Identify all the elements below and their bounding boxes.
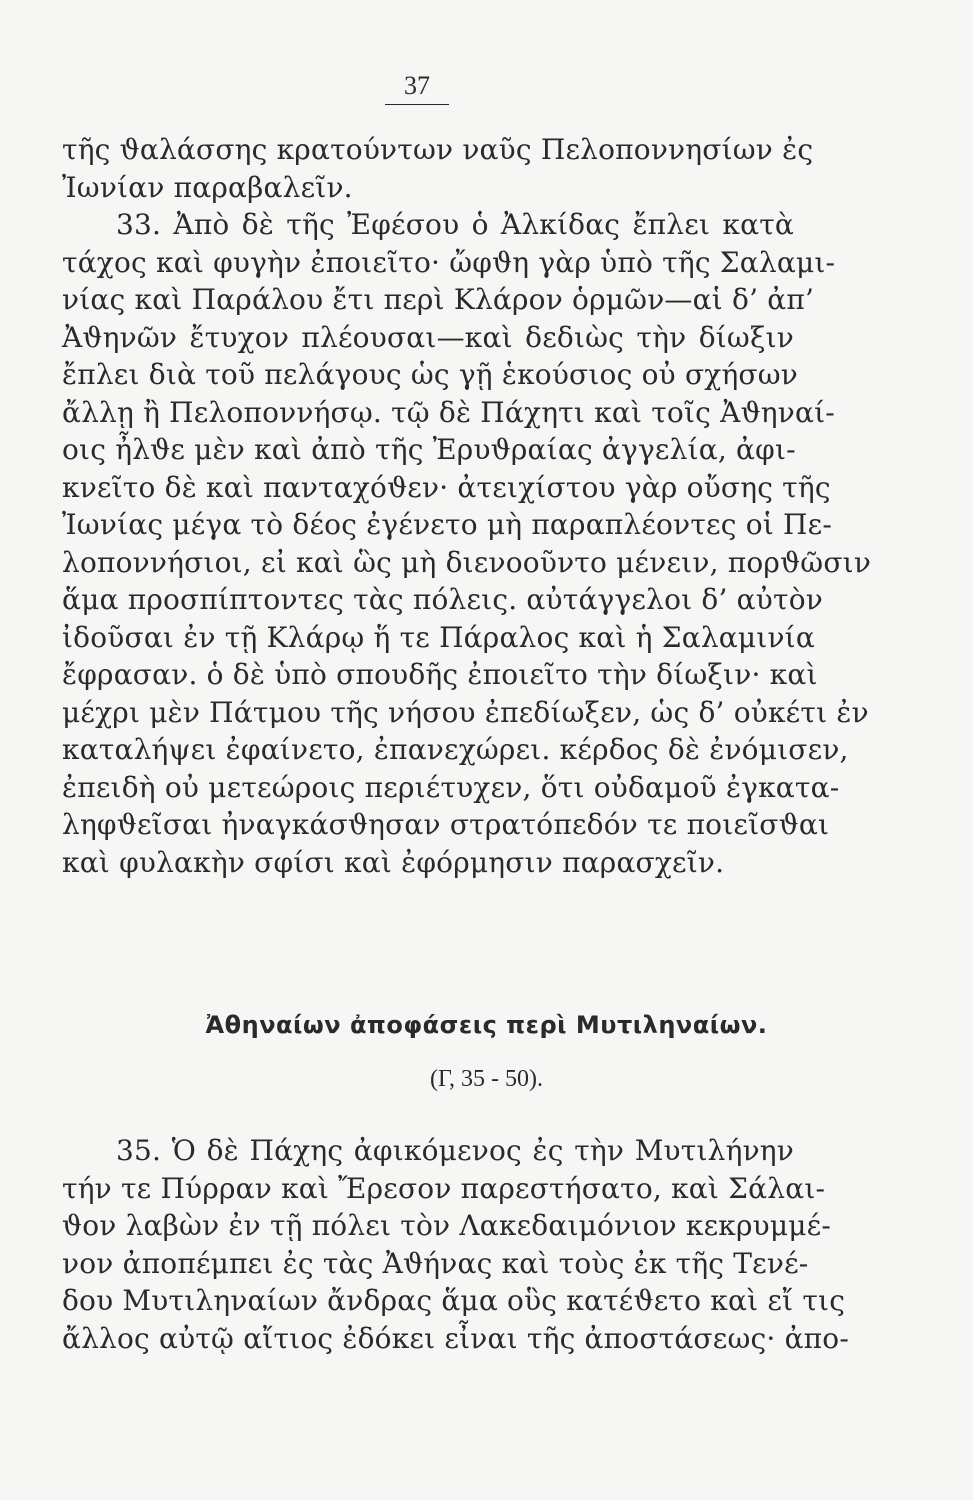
text-line: τήν τε Πύρραν καὶ Ἔρεσον παρεστήσατο, καὶ Σάλαι- bbox=[62, 1171, 826, 1205]
text-line: ϑον λαβὼν ἐν τῇ πόλει τὸν Λακεδαιμόνιον κεκρυμμέ- bbox=[62, 1209, 832, 1242]
text-line: ἔφρασαν. ὁ δὲ ὑπὸ σπουδῆς ἐποιεῖτο τὴν δίωξιν· καὶ bbox=[62, 658, 818, 691]
text-line: Ἰωνίαν παραβαλεῖν. bbox=[62, 170, 353, 204]
text-line: καταλήψει ἐφαίνετο, ἐπανεχώρει. κέρδος δὲ ἐνόμισεν, bbox=[62, 733, 849, 766]
text-line: ἔπλει διὰ τοῦ πελάγους ὡς γῇ ἑκούσιος οὐ σχήσων bbox=[62, 358, 798, 391]
text-line: ἐπειδὴ οὐ μετεώροις περιέτυχεν, ὅτι οὐδαμοῦ ἐγκατα- bbox=[62, 770, 840, 804]
paragraph-start-35: 35. Ὁ δὲ Πάχης ἀφικόμενος ἐς τὴν Μυτιλήνην bbox=[116, 1134, 794, 1167]
text-line: τῆς ϑαλάσσης κρατούντων ναῦς Πελοποννησίων ἐς bbox=[62, 133, 814, 166]
section-reference: (Γ, 35 - 50). bbox=[430, 1066, 543, 1092]
text-line: οις ἦλϑε μὲν καὶ ἀπὸ τῆς Ἐρυϑραίας ἀγγελία, ἀφι- bbox=[62, 433, 796, 466]
text-line: Ἰωνίας μέγα τὸ δέος ἐγένετο μὴ παραπλέοντες οἱ Πε- bbox=[62, 508, 833, 541]
page-number: 37 bbox=[385, 70, 449, 105]
text-line: ληφϑεῖσαι ἠναγκάσϑησαν στρατόπεδόν τε ποιεῖσϑαι bbox=[62, 808, 830, 841]
text-line: νίας καὶ Παράλου ἔτι περὶ Κλάρον ὁρμῶν—αἱ δ’ ἀπ’ bbox=[62, 283, 815, 316]
section-heading: Ἀθηναίων ἀποφάσεις περὶ Μυτιληναίων. bbox=[205, 1011, 768, 1039]
body-text-block bbox=[62, 131, 872, 881]
text-line: ἅμα προσπίπτοντες τὰς πόλεις. αὐτάγγελοι δ’ αὐτὸν bbox=[62, 583, 823, 616]
text-line: μέχρι μὲν Πάτμου τῆς νήσου ἐπεδίωξεν, ὡς δ’ οὐκέτι ἐν bbox=[62, 695, 869, 729]
text-line: νον ἀποπέμπει ἐς τὰς Ἀϑήνας καὶ τοὺς ἐκ τῆς Τενέ- bbox=[62, 1246, 809, 1280]
text-line: κνεῖτο δὲ καὶ πανταχόϑεν· ἀτειχίστου γὰρ οὔσης τῆς bbox=[62, 470, 831, 504]
text-line: ἄλλος αὐτῷ αἴτιος ἐδόκει εἶναι τῆς ἀποστάσεως· ἀπο- bbox=[62, 1321, 849, 1355]
text-line: δου Μυτιληναίων ἄνδρας ἅμα οὓς κατέϑετο καὶ εἴ τις bbox=[62, 1284, 846, 1317]
text-line: Ἀϑηνῶν ἔτυχον πλέουσαι—καὶ δεδιὼς τὴν δίωξιν bbox=[62, 320, 794, 354]
text-line: καὶ φυλακὴν σφίσι καὶ ἐφόρμησιν παρασχεῖν. bbox=[62, 845, 725, 879]
text-line: τάχος καὶ φυγὴν ἐποιεῖτο· ὤφϑη γὰρ ὑπὸ τῆς Σαλαμι- bbox=[62, 245, 836, 279]
body-text-block bbox=[62, 1132, 849, 1357]
text-line: ἄλλῃ ἢ Πελοποννήσῳ. τῷ δὲ Πάχητι καὶ τοῖς Ἀϑηναί- bbox=[62, 395, 835, 429]
text-line: ἰδοῦσαι ἐν τῇ Κλάρῳ ἥ τε Πάραλος καὶ ἡ Σαλαμινία bbox=[62, 620, 815, 654]
text-line: λοποννήσιοι, εἰ καὶ ὣς μὴ διενοοῦντο μένειν, πορϑῶσιν bbox=[62, 545, 872, 579]
paragraph-start-33: 33. Ἀπὸ δὲ τῆς Ἐφέσου ὁ Ἀλκίδας ἔπλει κατὰ bbox=[116, 208, 794, 241]
